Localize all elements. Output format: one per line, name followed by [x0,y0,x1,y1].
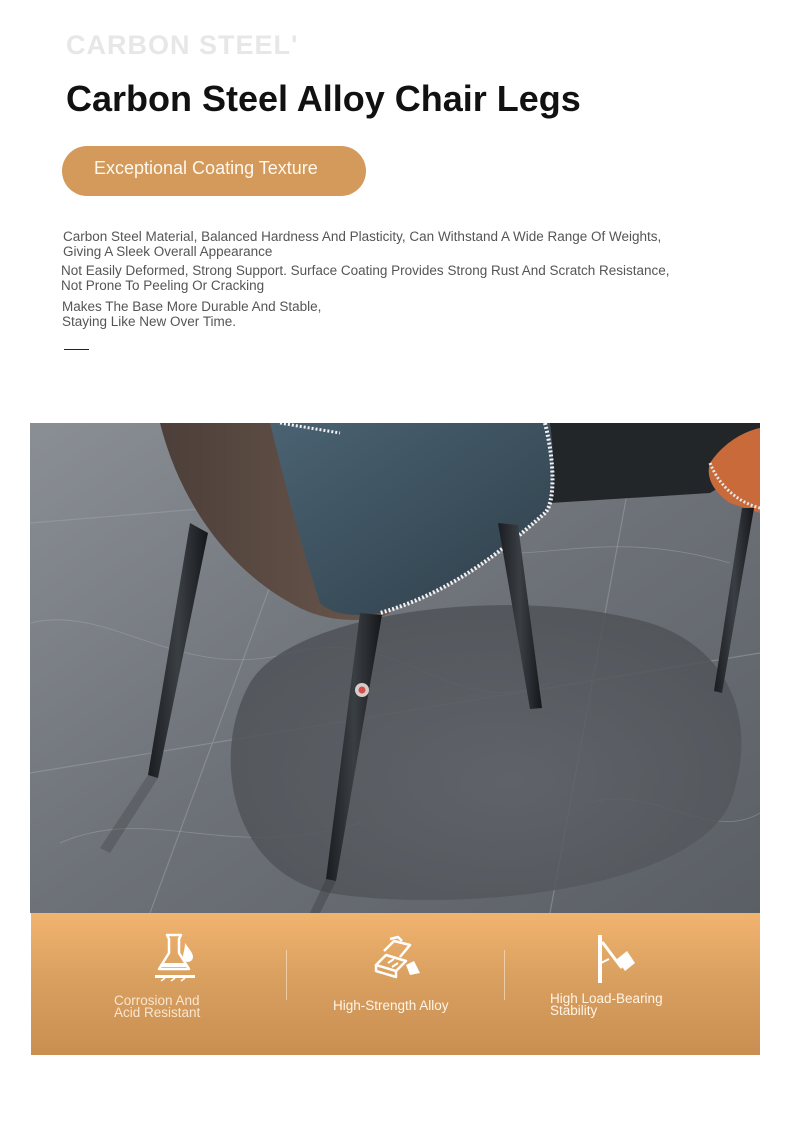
feature-label [550,993,663,1017]
description-paragraph-3 [62,299,321,329]
description-paragraph-1 [63,229,661,259]
feature-label [114,995,200,1019]
description-line: Giving A Sleek Overall Appearance [63,244,273,259]
coating-texture-badge: Exceptional Coating Texture [62,146,366,196]
description-line: Staying Like New Over Time. [62,314,237,329]
chair-photo-illustration [30,423,760,913]
feature-label-line: Stability [550,1003,598,1018]
description-line: Not Easily Deformed, Strong Support. Surface Coating Provides Strong Rust And Scratch Resistance, [61,263,670,278]
feature-label [333,1000,449,1012]
brand-watermark: CARBON STEEL' [66,30,299,60]
section-divider [64,349,89,350]
steel-ingots-icon [372,935,422,984]
feature-band [31,913,760,1055]
feature-high-strength-alloy [287,913,505,1055]
feature-label-line: Acid Resistant [114,1005,201,1020]
description-line: Not Prone To Peeling Or Cracking [61,278,265,293]
feature-label-line: High Load-Bearing [550,991,663,1006]
feature-label-line: High-Strength Alloy [333,998,449,1013]
page-title: Carbon Steel Alloy Chair Legs [66,78,581,119]
description-paragraph-2 [61,263,670,293]
acid-drop-icon [151,933,199,988]
feature-corrosion-resistant [31,913,286,1055]
description-line: Carbon Steel Material, Balanced Hardness And Plasticity, Can Withstand A Wide Range Of Weights, [63,229,662,244]
hammer-icon [595,933,635,990]
feature-load-bearing-stability [505,913,760,1055]
feature-label-line: Corrosion And [114,993,200,1008]
description-line: Makes The Base More Durable And Stable, [62,299,322,314]
chair-legs-photo [30,423,760,913]
